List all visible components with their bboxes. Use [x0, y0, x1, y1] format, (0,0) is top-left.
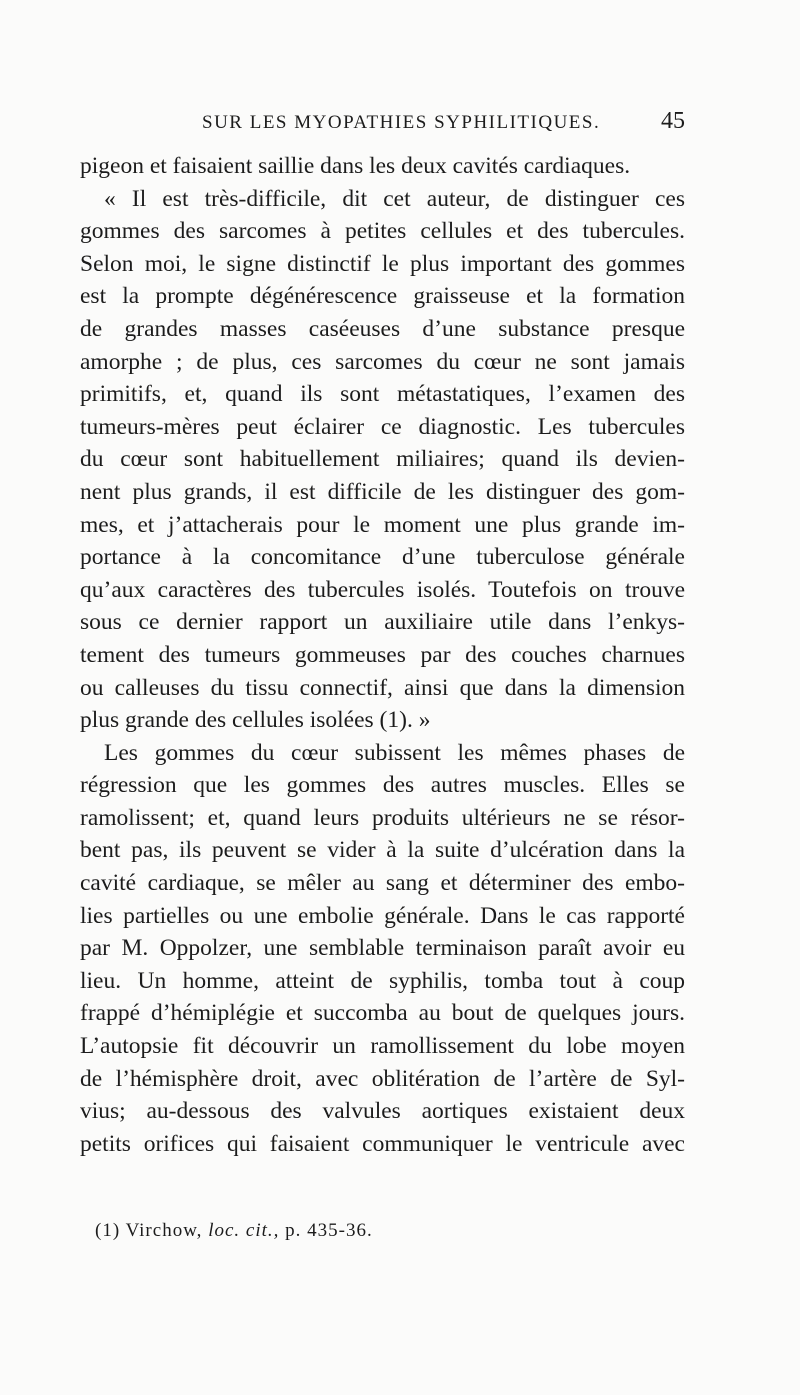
text-line: sous ce dernier rapport un auxiliaire utile dans l’enkys- [80, 609, 685, 636]
page-number: 45 [661, 108, 685, 134]
text-line: de grandes masses caséeuses d’une substance presque [80, 315, 685, 342]
footnote [95, 1220, 373, 1242]
text-line: est la prompte dégénérescence graisseuse et la formation [80, 283, 685, 310]
text-line: mes, et j’attacherais pour le moment une plus grande im- [80, 511, 685, 538]
text-line: Selon moi, le signe distinctif le plus important des gommes [80, 250, 685, 277]
text-line: primitifs, et, quand ils sont métastatiques, l’examen des [80, 381, 685, 408]
text-line: par M. Oppolzer, une semblable terminaison paraît avoir eu [80, 935, 685, 962]
running-title: SUR LES MYOPATHIES SYPHILITIQUES. [202, 112, 601, 133]
text-line: ou calleuses du tissu connectif, ainsi que dans la dimension [80, 674, 685, 701]
footnote-author: Virchow, [125, 1220, 203, 1241]
text-line: « Il est très-difficile, dit cet auteur, de distinguer ces [104, 185, 685, 212]
body-text [80, 150, 685, 1160]
text-line: plus grande des cellules isolées (1). » [80, 707, 431, 734]
text-line: petits orifices qui faisaient communiquer le ventricule avec [80, 1130, 685, 1157]
text-line: gommes des sarcomes à petites cellules et des tubercules. [80, 218, 685, 245]
text-line: vius; au-dessous des valvules aortiques existaient deux [80, 1098, 685, 1125]
page-header [80, 108, 685, 138]
text-line: amorphe ; de plus, ces sarcomes du cœur ne sont jamais [80, 348, 685, 375]
text-line: Les gommes du cœur subissent les mêmes phases de [104, 739, 685, 766]
footnote-pages: p. 435-36. [285, 1220, 373, 1241]
text-line: bent pas, ils peuvent se vider à la suite d’ulcération dans la [80, 837, 685, 864]
text-line: lieu. Un homme, atteint de syphilis, tomba tout à coup [80, 967, 685, 994]
text-line: L’autopsie fit découvrir un ramollissement du lobe moyen [80, 1033, 685, 1060]
text-line: nent plus grands, il est difficile de les distinguer des gom- [80, 478, 685, 505]
text-line: tement des tumeurs gommeuses par des couches charnues [80, 641, 685, 668]
text-line: ramolissent; et, quand leurs produits ultérieurs ne se résor- [80, 804, 685, 831]
text-line: de l’hémisphère droit, avec oblitération de l’artère de Syl- [80, 1065, 685, 1092]
text-line: pigeon et faisaient saillie dans les deux cavités cardiaques. [80, 153, 631, 179]
text-line: cavité cardiaque, se mêler au sang et déterminer des embo- [80, 870, 685, 897]
text-line: régression que les gommes des autres muscles. Elles se [80, 772, 685, 799]
text-line: frappé d’hémiplégie et succomba au bout de quelques jours. [80, 1000, 685, 1027]
footnote-citation: loc. cit., [208, 1220, 280, 1241]
text-line: du cœur sont habituellement miliaires; quand ils devien- [80, 446, 685, 473]
text-line: portance à la concomitance d’une tuberculose générale [80, 544, 685, 571]
footnote-marker: (1) [95, 1220, 121, 1241]
text-line: lies partielles ou une embolie générale. Dans le cas rapporté [80, 902, 685, 929]
text-line: tumeurs-mères peut éclairer ce diagnostic. Les tubercules [80, 413, 685, 440]
text-line: qu’aux caractères des tubercules isolés. Toutefois on trouve [80, 576, 685, 603]
